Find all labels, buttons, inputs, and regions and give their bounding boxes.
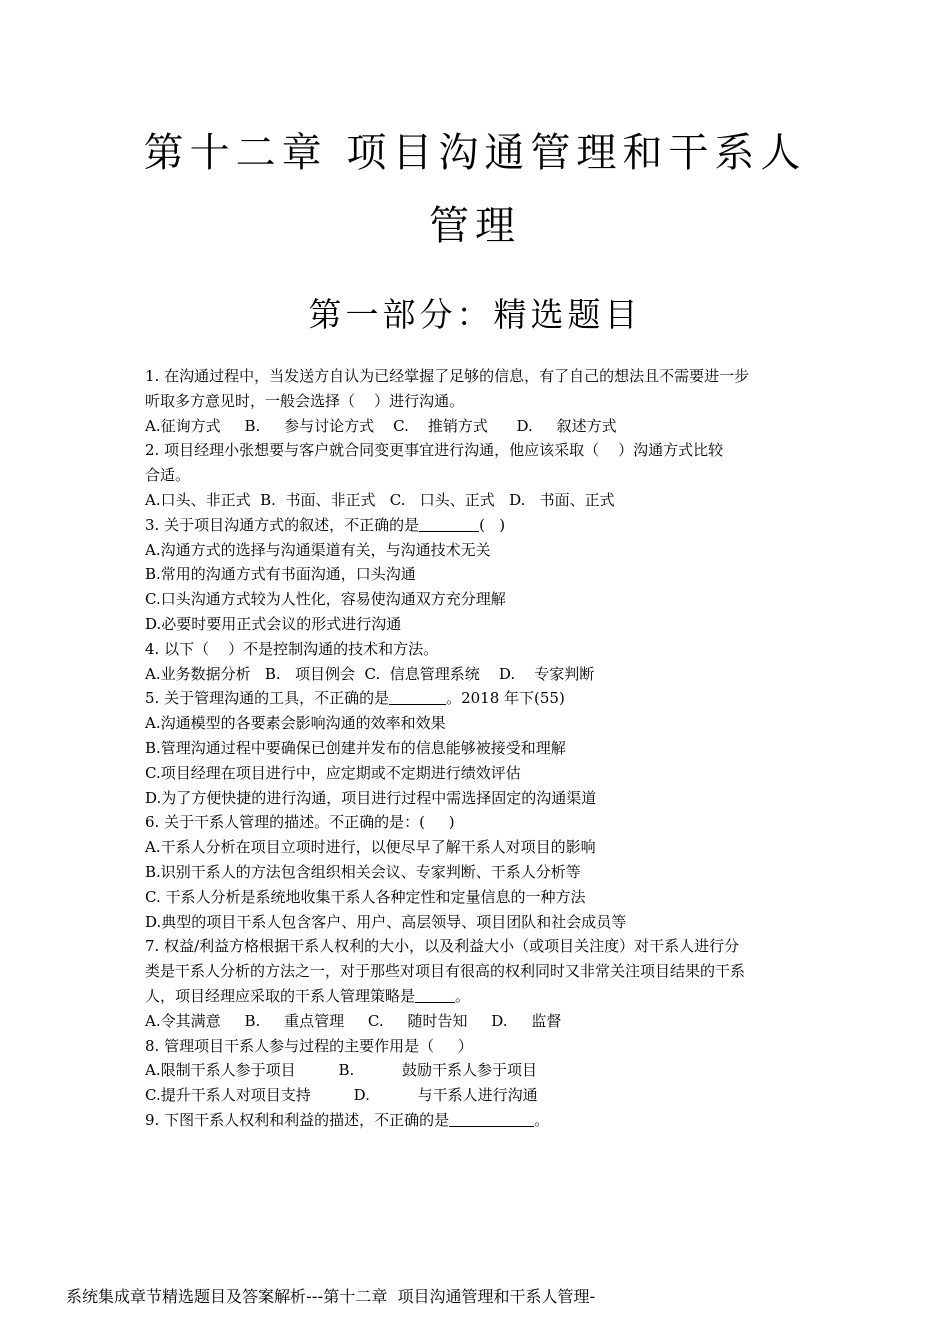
q7-stem-line-1: 7. 权益/利益方格根据干系人权利的大小，以及利益大小（或项目关注度）对干系人进行分	[145, 937, 740, 956]
q6-option-d: D.典型的项目干系人包含客户、用户、高层领导、项目团队和社会成员等	[145, 912, 627, 931]
q2-options: A.口头、非正式 B. 书面、非正式 C. 口头、正式 D. 书面、正式	[145, 490, 615, 509]
q2-stem-line-2: 合适。	[145, 466, 191, 485]
q7-answer-blank	[415, 987, 455, 1003]
question-list	[145, 364, 815, 1133]
q7-stem-line-2: 类是干系人分析的方法之一，对于那些对项目有很高的权利同时又非常关注项目结果的干系	[145, 962, 746, 981]
q9-stem	[145, 1108, 815, 1133]
q4-stem: 4. 以下（ ）不是控制沟通的技术和方法。	[145, 639, 439, 658]
q3-option-d: D.必要时要用正式会议的形式进行沟通	[145, 614, 402, 633]
q5-stem-text: 5. 关于管理沟通的工具，不正确的是	[145, 689, 390, 708]
q3-option-b: B.常用的沟通方式有书面沟通，口头沟通	[145, 565, 416, 584]
q7-stem-end: 。	[455, 986, 471, 1005]
q5-stem-source: 。2018 年下(55)	[446, 689, 565, 708]
q5-option-b: B.管理沟通过程中要确保已创建并发布的信息能够被接受和理解	[145, 738, 566, 757]
q6-stem: 6. 关于干系人管理的描述。不正确的是：( )	[145, 813, 455, 832]
q2-stem-line-1: 2. 项目经理小张想要与客户就合同变更事宜进行沟通，他应该采取（ ）沟通方式比较	[145, 441, 724, 460]
q7-options: A.令其满意 B. 重点管理 C. 随时告知 D. 监督	[145, 1011, 562, 1030]
chapter-title-line-1: 第十二章 项目沟通管理和干系人	[143, 130, 807, 176]
q7-stem-line-3	[145, 984, 815, 1009]
q5-option-a: A.沟通模型的各要素会影响沟通的效率和效果	[145, 714, 446, 733]
q6-option-c: C. 干系人分析是系统地收集干系人各种定性和定量信息的一种方法	[145, 887, 586, 906]
q9-answer-blank	[449, 1111, 534, 1127]
q9-stem-end: 。	[534, 1110, 550, 1129]
page-footer: 系统集成章节精选题目及答案解析---第十二章 项目沟通管理和干系人管理-	[66, 1287, 596, 1306]
q3-stem-paren: ( )	[479, 515, 506, 534]
q4-options: A.业务数据分析 B. 项目例会 C. 信息管理系统 D. 专家判断	[145, 664, 595, 683]
q6-option-b: B.识别干系人的方法包含组织相关会议、专家判断、干系人分析等	[145, 862, 581, 881]
q5-answer-blank	[389, 689, 446, 705]
q7-stem-text: 人，项目经理应采取的干系人管理策略是	[145, 986, 416, 1005]
q3-stem	[145, 513, 815, 538]
q3-option-c: C.口头沟通方式较为人性化，容易使沟通双方充分理解	[145, 590, 506, 609]
q9-stem-text: 9. 下图干系人权利和利益的描述，不正确的是	[145, 1110, 450, 1129]
q3-stem-text: 3. 关于项目沟通方式的叙述，不正确的是	[145, 515, 420, 534]
q3-option-a: A.沟通方式的选择与沟通渠道有关，与沟通技术无关	[145, 540, 491, 559]
q1-stem-line-1: 1. 在沟通过程中，当发送方自认为已经掌握了足够的信息，有了自己的想法且不需要进一步	[145, 367, 750, 385]
q1-stem-line-2: 听取多方意见时，一般会选择（ ）进行沟通。	[145, 391, 465, 410]
q5-option-c: C.项目经理在项目进行中，应定期或不定期进行绩效评估	[145, 763, 521, 782]
q3-answer-blank	[419, 516, 479, 532]
chapter-title-line-2: 管理	[429, 203, 521, 249]
q8-options-line-2: C.提升干系人对项目支持 D. 与干系人进行沟通	[145, 1086, 538, 1105]
q5-stem	[145, 686, 815, 711]
q8-stem: 8. 管理项目干系人参与过程的主要作用是（ ）	[145, 1036, 473, 1055]
q8-options-line-1: A.限制干系人参于项目 B. 鼓励干系人参于项目	[145, 1061, 537, 1080]
q1-options: A.征询方式 B. 参与讨论方式 C. 推销方式 D. 叙述方式	[145, 416, 617, 435]
q5-option-d: D.为了方便快捷的进行沟通，项目进行过程中需选择固定的沟通渠道	[145, 788, 597, 807]
q6-option-a: A.干系人分析在项目立项时进行，以便尽早了解干系人对项目的影响	[145, 838, 596, 857]
section-subtitle: 第一部分：精选题目	[308, 295, 642, 334]
